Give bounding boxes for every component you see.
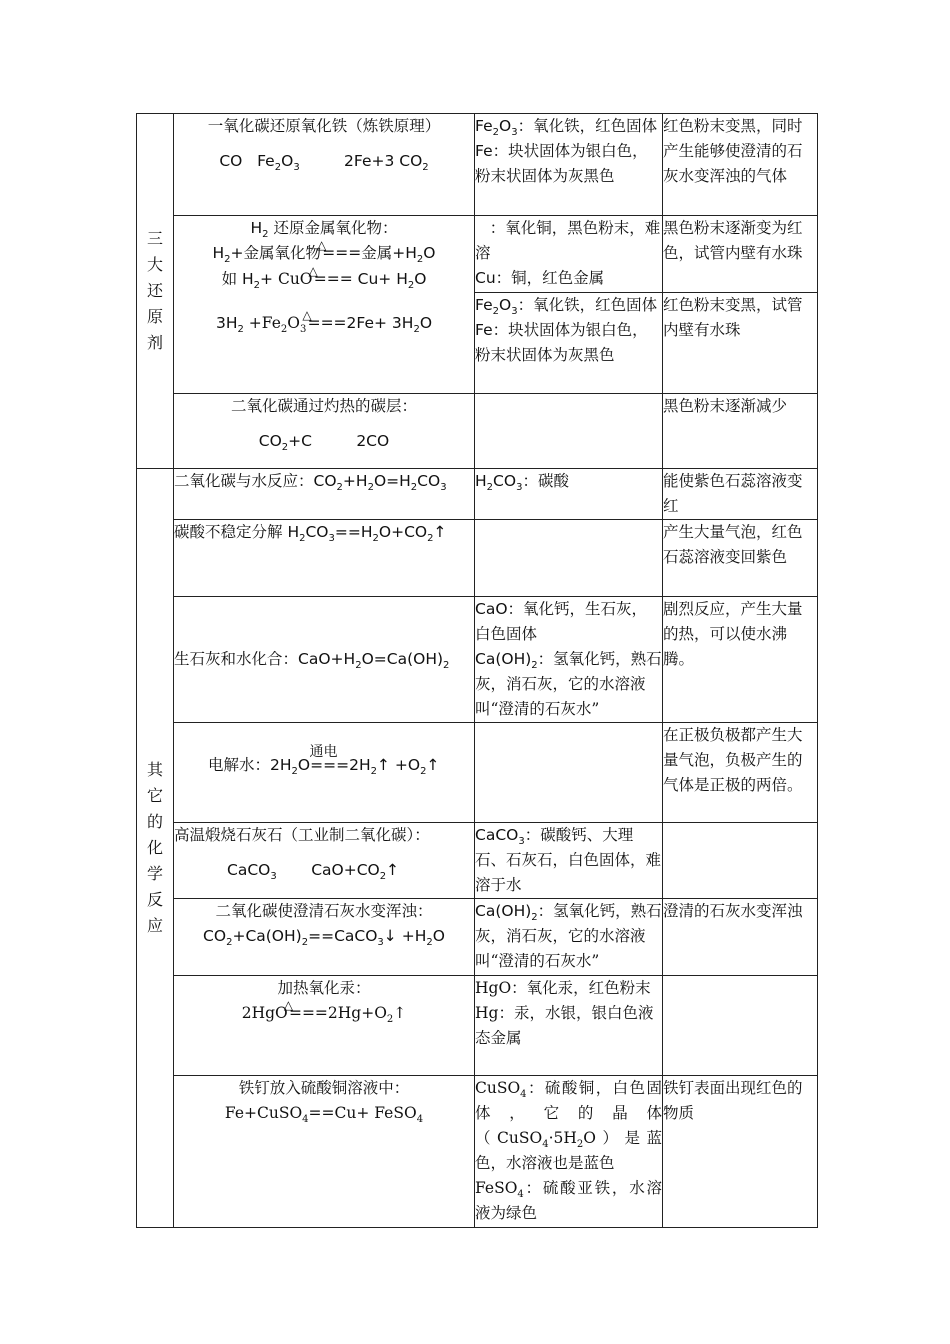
substance-text: $Ca(OH)_2$：氢氧化钙，熟石灰，消石灰，它的水溶液叫“澄清的石灰水” <box>475 650 662 718</box>
phenomenon-cell <box>663 394 818 469</box>
reaction-title: 生石灰和水化合： <box>174 650 299 668</box>
heat-symbol: △ <box>308 264 318 278</box>
reaction-title: $H_2$ 还原金属氧化物： <box>250 219 398 240</box>
substance-text: HgO：氧化汞，红色粉末 <box>475 979 651 997</box>
reaction-title: 加热氧化汞： <box>277 979 371 997</box>
reaction-cell <box>174 899 475 976</box>
reaction-equation: $2H_2O===$ 通电 $2H_2↑$ $+O_2↑$ <box>270 756 439 774</box>
reaction-cell <box>174 216 475 394</box>
phenomenon-cell <box>663 520 818 597</box>
phenomenon-cell <box>663 216 818 293</box>
substance-cell <box>475 723 663 823</box>
substance-text: Fe：块状固体为银白色，粉末状固体为灰黑色 <box>475 321 648 364</box>
phenomenon-cell <box>663 823 818 899</box>
reaction-title: 二氧化碳通过灼热的碳层： <box>230 397 417 415</box>
condition-label: 通电 <box>309 744 338 760</box>
category-label: 三大还原剂 <box>146 229 163 352</box>
phenomenon-cell <box>663 1076 818 1228</box>
row-limewater <box>137 899 818 976</box>
reaction-cell <box>174 469 475 520</box>
substance-cell <box>475 394 663 469</box>
reaction-cell <box>174 520 475 597</box>
reaction-title: 二氧化碳使澄清石灰水变浑浊： <box>215 902 433 920</box>
phenomenon-text: 在正极负极都产生大量气泡，负极产生的气体是正极的两倍。 <box>663 726 803 794</box>
phenomenon-cell <box>663 723 818 823</box>
phenomenon-text: 剧烈反应，产生大量的热，可以使水沸腾。 <box>663 600 803 668</box>
substance-cell <box>475 899 663 976</box>
phenomenon-cell <box>663 293 818 394</box>
reaction-equation: CO $Fe_2O_3$ 2Fe+3 $CO_2$ <box>219 152 429 173</box>
reaction-equation: CaCO$_3$ $CaO+CO_2↑$ <box>227 861 400 882</box>
substance-text: CaCO$_3$：碳酸钙、大理石、石灰石，白色固体，难溶于水 <box>475 826 662 894</box>
reaction-cell <box>174 723 475 823</box>
substance-cell <box>475 520 663 597</box>
row-h2co3 <box>137 520 818 597</box>
reaction-cell <box>174 114 475 216</box>
reaction-cell <box>174 823 475 899</box>
reaction-equation: 如 $H_2+$ CuO△=== $Cu+ H_2O$ <box>174 267 474 293</box>
phenomenon-cell <box>663 114 818 216</box>
reaction-title: 一氧化碳还原氧化铁（炼铁原理） <box>207 117 441 135</box>
substance-text: $Ca(OH)_2$：氢氧化钙，熟石灰，消石灰，它的水溶液叫“澄清的石灰水” <box>475 902 662 970</box>
substance-text: ：氧化铜，黑色粉末，难溶 <box>475 219 661 262</box>
phenomenon-text: 黑色粉末逐渐减少 <box>663 397 788 415</box>
reaction-equation: $CO_2+H_2O=H_2CO_3$ <box>313 472 447 493</box>
substance-text: CuSO$_4$：硫酸铜，白色固体，它的晶体$(CuSO_4\cdot 5H_2O)$是蓝色，水溶液也是蓝色 <box>475 1079 662 1172</box>
reaction-title: 碳酸不稳定分解 <box>174 523 283 541</box>
phenomenon-text: 黑色粉末逐渐变为红色，试管内壁有水珠 <box>663 219 803 262</box>
phenomenon-cell <box>663 597 818 723</box>
reaction-equation: $CaO+H_2O=Ca(OH)_2$ <box>298 650 450 671</box>
reaction-equation: $H_2+$金属氧化物△===金属$+H_2O$ <box>174 241 474 267</box>
row-co-fe2o3 <box>137 114 818 216</box>
reaction-title: 高温煅烧石灰石（工业制二氧化碳）： <box>174 826 430 844</box>
category-reducers <box>137 114 174 469</box>
substance-cell <box>475 1076 663 1228</box>
category-others <box>137 469 174 1228</box>
reaction-equation: Fe+CuSO$_4$==Cu+ FeSO$_4$ <box>224 1104 424 1125</box>
phenomenon-text: 能使紫色石蕊溶液变红 <box>663 472 803 515</box>
substance-cell <box>475 976 663 1076</box>
row-co2-c <box>137 394 818 469</box>
heat-symbol: △ <box>317 238 327 252</box>
reaction-cell <box>174 976 475 1076</box>
chemistry-reactions-table <box>136 113 818 1228</box>
row-cuso4 <box>137 1076 818 1228</box>
substance-cell <box>475 597 663 723</box>
reaction-title: 二氧化碳与水反应： <box>174 472 314 490</box>
reaction-title: 铁钉放入硫酸铜溶液中： <box>238 1079 410 1097</box>
substance-cell <box>475 216 663 293</box>
row-electrolysis <box>137 723 818 823</box>
substance-text: $Fe_2O_3$：氧化铁，红色固体 <box>475 117 658 138</box>
row-co2-h2o <box>137 469 818 520</box>
reaction-equation: $CO_2+Ca(OH)_2==CaCO_3↓ +H_2O$ <box>203 927 445 948</box>
substance-text: Fe：块状固体为银白色，粉末状固体为灰黑色 <box>475 142 648 185</box>
reaction-title: 电解水： <box>208 756 271 774</box>
substance-text: $Fe_2O_3$：氧化铁，红色固体 <box>475 296 658 317</box>
reaction-cell <box>174 394 475 469</box>
reaction-equation: $2HgO\triangle===2Hg+O_2↑$ <box>174 1001 474 1027</box>
substance-cell <box>475 823 663 899</box>
reaction-cell <box>174 597 475 723</box>
heat-symbol: △ <box>302 308 312 322</box>
reaction-equation: $CO_2+C$ 2CO <box>258 432 390 453</box>
phenomenon-cell <box>663 899 818 976</box>
phenomenon-text: 红色粉末变黑，试管内壁有水珠 <box>663 296 803 339</box>
row-cao-h2o <box>137 597 818 723</box>
substance-text: FeSO$_4$：硫酸亚铁，水溶液为绿色 <box>475 1179 662 1222</box>
substance-cell <box>475 293 663 394</box>
substance-text: CaO：氧化钙，生石灰，白色固体 <box>475 600 648 643</box>
heat-symbol: △ <box>283 998 293 1012</box>
phenomenon-text: 铁钉表面出现红色的物质 <box>663 1079 803 1122</box>
substance-text: $H_2CO_3$：碳酸 <box>475 472 569 493</box>
reaction-cell <box>174 1076 475 1228</box>
row-caco3 <box>137 823 818 899</box>
phenomenon-text: 产生大量气泡，红色石蕊溶液变回紫色 <box>663 523 803 566</box>
substance-cell <box>475 114 663 216</box>
substance-text: Hg：汞，水银，银白色液态金属 <box>475 1004 654 1047</box>
phenomenon-text: 澄清的石灰水变浑浊 <box>663 902 803 920</box>
reaction-equation: $3H_2$ $+Fe_2O_3\triangle===2Fe+ 3H_2O$ <box>174 311 474 337</box>
row-hgo <box>137 976 818 1076</box>
reaction-equation: $H_2CO_3==H_2O+CO_2↑$ <box>287 523 447 544</box>
category-label: 其它的化学反应 <box>146 760 163 935</box>
row-h2-reduce <box>137 216 818 293</box>
substance-text: Cu：铜，红色金属 <box>475 269 605 287</box>
phenomenon-text: 红色粉末变黑，同时产生能够使澄清的石灰水变浑浊的气体 <box>663 117 803 185</box>
phenomenon-cell <box>663 976 818 1076</box>
substance-cell <box>475 469 663 520</box>
phenomenon-cell <box>663 469 818 520</box>
